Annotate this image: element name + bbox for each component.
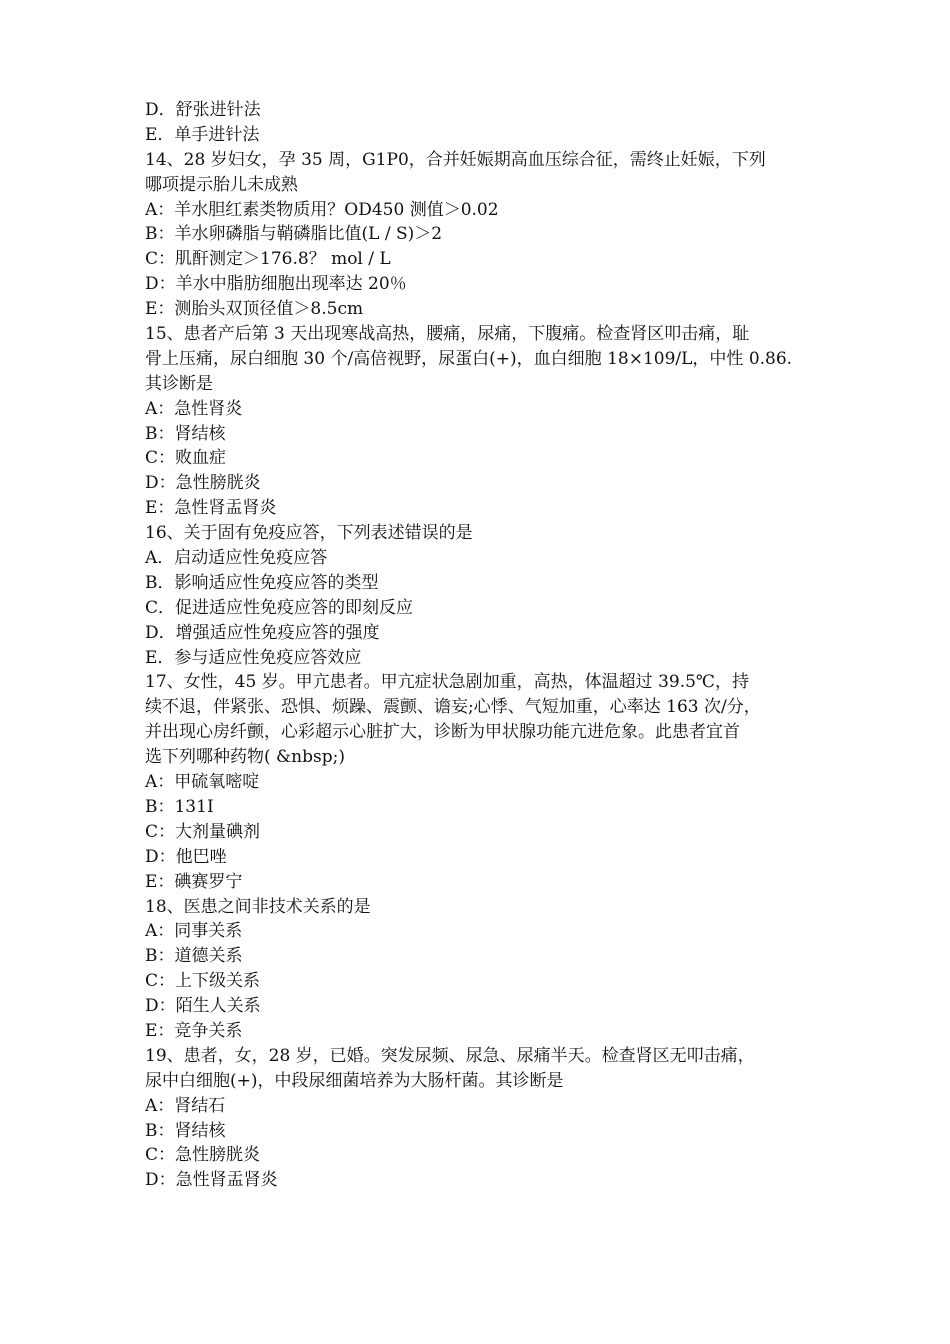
option-line: E：竞争关系 (145, 1020, 243, 1041)
option-line: B：道德关系 (145, 946, 243, 967)
question-stem-line: 16、关于固有免疫应答，下列表述错误的是 (145, 523, 473, 544)
question-stem-line: 17、女性，45 岁。甲亢患者。甲亢症状急剧加重，高热，体温超过 39.5℃，持 (145, 672, 749, 693)
option-line: C：败血症 (145, 448, 227, 469)
option-line: A：甲硫氧嘧啶 (145, 772, 260, 793)
option-line: D：急性膀胱炎 (145, 473, 261, 494)
option-line: B：肾结核 (145, 423, 226, 444)
option-line: A．启动适应性免疫应答 (145, 548, 328, 569)
document-page (145, 98, 813, 1193)
option-line: E．参与适应性免疫应答效应 (145, 647, 362, 668)
option-line: A：急性肾炎 (145, 398, 243, 419)
question-stem-line: 其诊断是 (145, 373, 213, 394)
option-line: B：羊水卵磷脂与鞘磷脂比值(L / S)＞2 (145, 224, 443, 245)
option-line: A：同事关系 (145, 921, 243, 942)
option-line: C：大剂量碘剂 (145, 821, 261, 842)
option-line: D：羊水中脂肪细胞出现率达 20％ (145, 274, 407, 295)
option-line: B．影响适应性免疫应答的类型 (145, 572, 379, 593)
question-stem-line: 15、患者产后第 3 天出现寒战高热，腰痛，尿痛，下腹痛。检查肾区叩击痛，耻 (145, 324, 750, 345)
option-line: A：羊水胆红素类物质用？OD450 测值＞0.02 (145, 199, 499, 220)
option-line: C：急性膀胱炎 (145, 1145, 261, 1166)
option-line: B：131I (145, 796, 214, 817)
question-stem-line: 18、医患之间非技术关系的是 (145, 896, 371, 917)
question-stem-line: 尿中白细胞(+)，中段尿细菌培养为大肠杆菌。其诊断是 (145, 1070, 564, 1091)
option-line: A：肾结石 (145, 1095, 226, 1116)
option-line: E．单手进针法 (145, 124, 260, 145)
option-line: B：肾结核 (145, 1120, 226, 1141)
question-stem-line: 并出现心房纤颤，心彩超示心脏扩大，诊断为甲状腺功能亢进危象。此患者宜首 (145, 722, 740, 743)
option-line: D．舒张进针法 (145, 100, 261, 120)
option-line: D．增强适应性免疫应答的强度 (145, 622, 380, 643)
question-stem-line: 续不退，伴紧张、恐惧、烦躁、震颤、谵妄;心悸、气短加重，心率达 163 次/分， (145, 697, 761, 718)
option-line: D：他巴唑 (145, 846, 227, 867)
question-stem-line: 14、28 岁妇女，孕 35 周，G1P0，合并妊娠期高血压综合征，需终止妊娠，下列 (145, 149, 766, 170)
option-line: D：急性肾盂肾炎 (145, 1170, 278, 1191)
option-line: D：陌生人关系 (145, 996, 261, 1017)
option-line: E：急性肾盂肾炎 (145, 498, 277, 519)
question-stem-line: 骨上压痛，尿白细胞 30 个/高倍视野，尿蛋白(+)，血白细胞 18×109/L，中性 0.86. (145, 348, 793, 369)
option-line: C：肌酐测定＞176.8？ mol / L (145, 249, 391, 270)
option-line: C．促进适应性免疫应答的即刻反应 (145, 597, 414, 618)
question-stem-line: 选下列哪种药物( &nbsp;) (145, 747, 345, 768)
option-line: C：上下级关系 (145, 971, 261, 992)
option-line: E：碘赛罗宁 (145, 871, 243, 892)
option-line: E：测胎头双顶径值＞8.5cm (145, 299, 364, 320)
question-stem-line: 哪项提示胎儿未成熟 (145, 174, 298, 195)
question-stem-line: 19、患者，女，28 岁，已婚。突发尿频、尿急、尿痛半天。检查肾区无叩击痛， (145, 1045, 755, 1066)
